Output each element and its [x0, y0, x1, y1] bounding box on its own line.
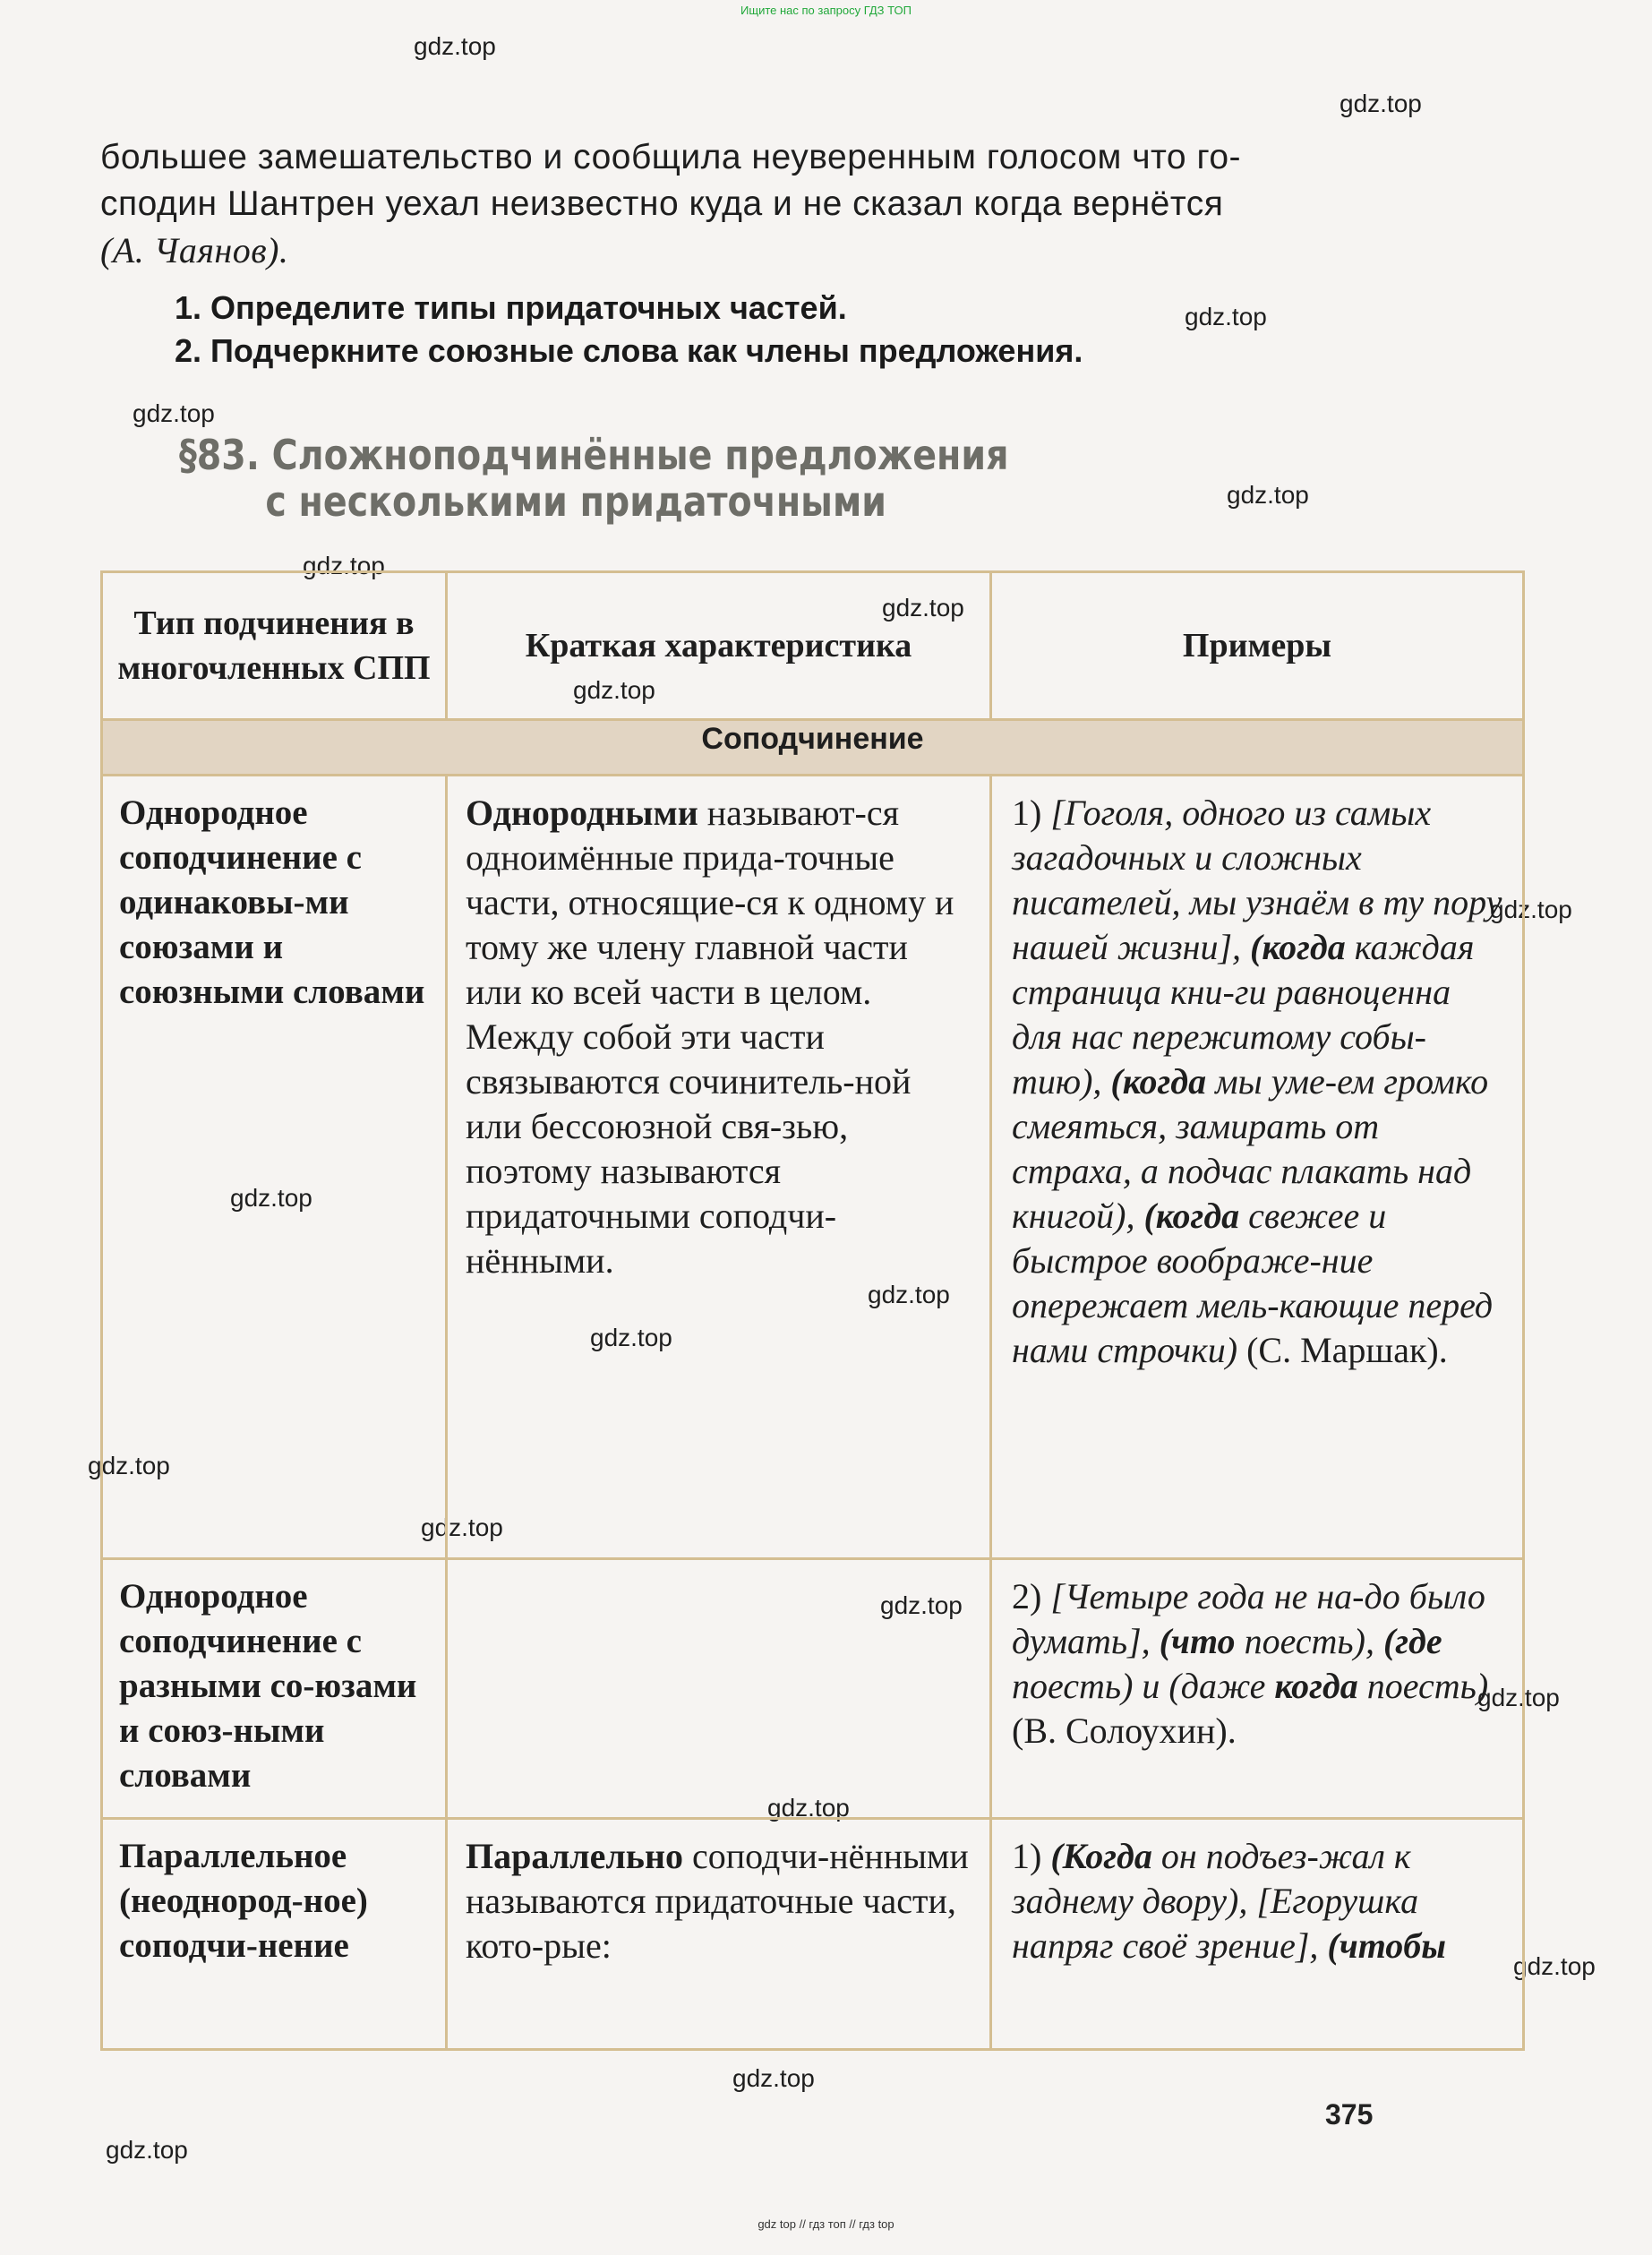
task-item: 1. Определите типы придаточных частей.: [175, 289, 847, 326]
top-banner: Ищите нас по запросу ГДЗ ТОП: [740, 4, 912, 17]
section-row: [102, 720, 1524, 776]
row-type: Однородное соподчинение с одинаковы-ми союзами и союзными словами: [102, 776, 447, 1559]
intro-source: (А. Чаянов).: [100, 230, 289, 270]
watermark: gdz.top: [1513, 1952, 1596, 1980]
watermark: gdz.top: [303, 552, 385, 579]
intro-paragraph: [100, 134, 1390, 275]
intro-line-1: большее замешательство и сообщила неуверенным голосом что го-: [100, 138, 1242, 176]
table-header-row: [102, 572, 1524, 720]
watermark: gdz.top: [882, 594, 964, 622]
watermark: gdz.top: [230, 1184, 312, 1212]
bottom-banner: gdz top // гдз топ // гдз top: [758, 2217, 894, 2231]
row-description: [447, 1559, 991, 1819]
intro-line-2: сподин Шантрен уехал неизвестно куда и не сказал когда вернётся: [100, 184, 1224, 223]
watermark: gdz.top: [1490, 896, 1572, 923]
row-example: 1) (Когда он подъез-жал к заднему двору), [Егорушка напряг своё зрение], (чтобы: [991, 1819, 1524, 2050]
row-type: Однородное соподчинение с разными со-юзами и союз-ными словами: [102, 1559, 447, 1819]
watermark: gdz.top: [732, 2064, 815, 2092]
watermark: gdz.top: [106, 2136, 188, 2164]
watermark: gdz.top: [133, 399, 215, 427]
heading-line-1: §83. Сложноподчинённые предложения: [179, 431, 1009, 479]
watermark: gdz.top: [573, 676, 655, 704]
watermark: gdz.top: [414, 32, 496, 60]
row-type: Параллельное (неоднород-ное) соподчи-нение: [102, 1819, 447, 2050]
table-row: [102, 1819, 1524, 2050]
row-description: Однородными называют-ся одноимённые прида-точные части, относящие-ся к одному и тому же члену главной части или ко всей части в целом. Между собой эти части связываются сочинитель-ной или бессоюзной свя-зью, поэтому называются придаточными соподчи-нёнными.: [447, 776, 991, 1559]
watermark: gdz.top: [1477, 1684, 1560, 1711]
page-number: 375: [1325, 2098, 1374, 2131]
watermark: gdz.top: [590, 1324, 672, 1351]
heading-line-2: с несколькими придаточными: [265, 477, 887, 526]
watermark: gdz.top: [1185, 303, 1267, 330]
rules-table: [100, 570, 1525, 2051]
watermark: gdz.top: [88, 1452, 170, 1479]
task-list: [175, 287, 1339, 373]
task-item: 2. Подчеркните союзные слова как члены предложения.: [175, 332, 1083, 369]
row-description: Параллельно соподчи-нёнными называются придаточные части, кото-рые:: [447, 1819, 991, 2050]
row-example: 2) [Четыре года не на-до было думать], (что поесть), (где поесть) и (даже когда поесть) (В. Солоухин).: [991, 1559, 1524, 1819]
table-row: [102, 776, 1524, 1559]
header-type: Тип подчинения в многочленных СПП: [102, 572, 447, 720]
table-row: [102, 1559, 1524, 1819]
watermark: gdz.top: [880, 1591, 963, 1619]
watermark: gdz.top: [767, 1794, 850, 1822]
header-examples: Примеры: [991, 572, 1524, 720]
section-heading: [179, 432, 1026, 525]
watermark: gdz.top: [1340, 90, 1422, 117]
watermark: gdz.top: [421, 1513, 503, 1541]
watermark: gdz.top: [1227, 481, 1309, 509]
header-description: Краткая характеристика: [447, 572, 991, 720]
section-label: Соподчинение: [102, 720, 1524, 776]
row-example: 1) [Гоголя, одного из самых загадочных и сложных писателей, мы узнаём в ту пору нашей жизни], (когда каждая страница кни-ги равноценна для нас пережитому собы-тию), (когда мы уме-ем громко смеяться, замирать от страха, а подчас плакать над книгой), (когда свежее и быстрое воображе-ние опережает мель-кающие перед нами строчки) (С. Маршак).: [991, 776, 1524, 1559]
watermark: gdz.top: [868, 1281, 950, 1308]
